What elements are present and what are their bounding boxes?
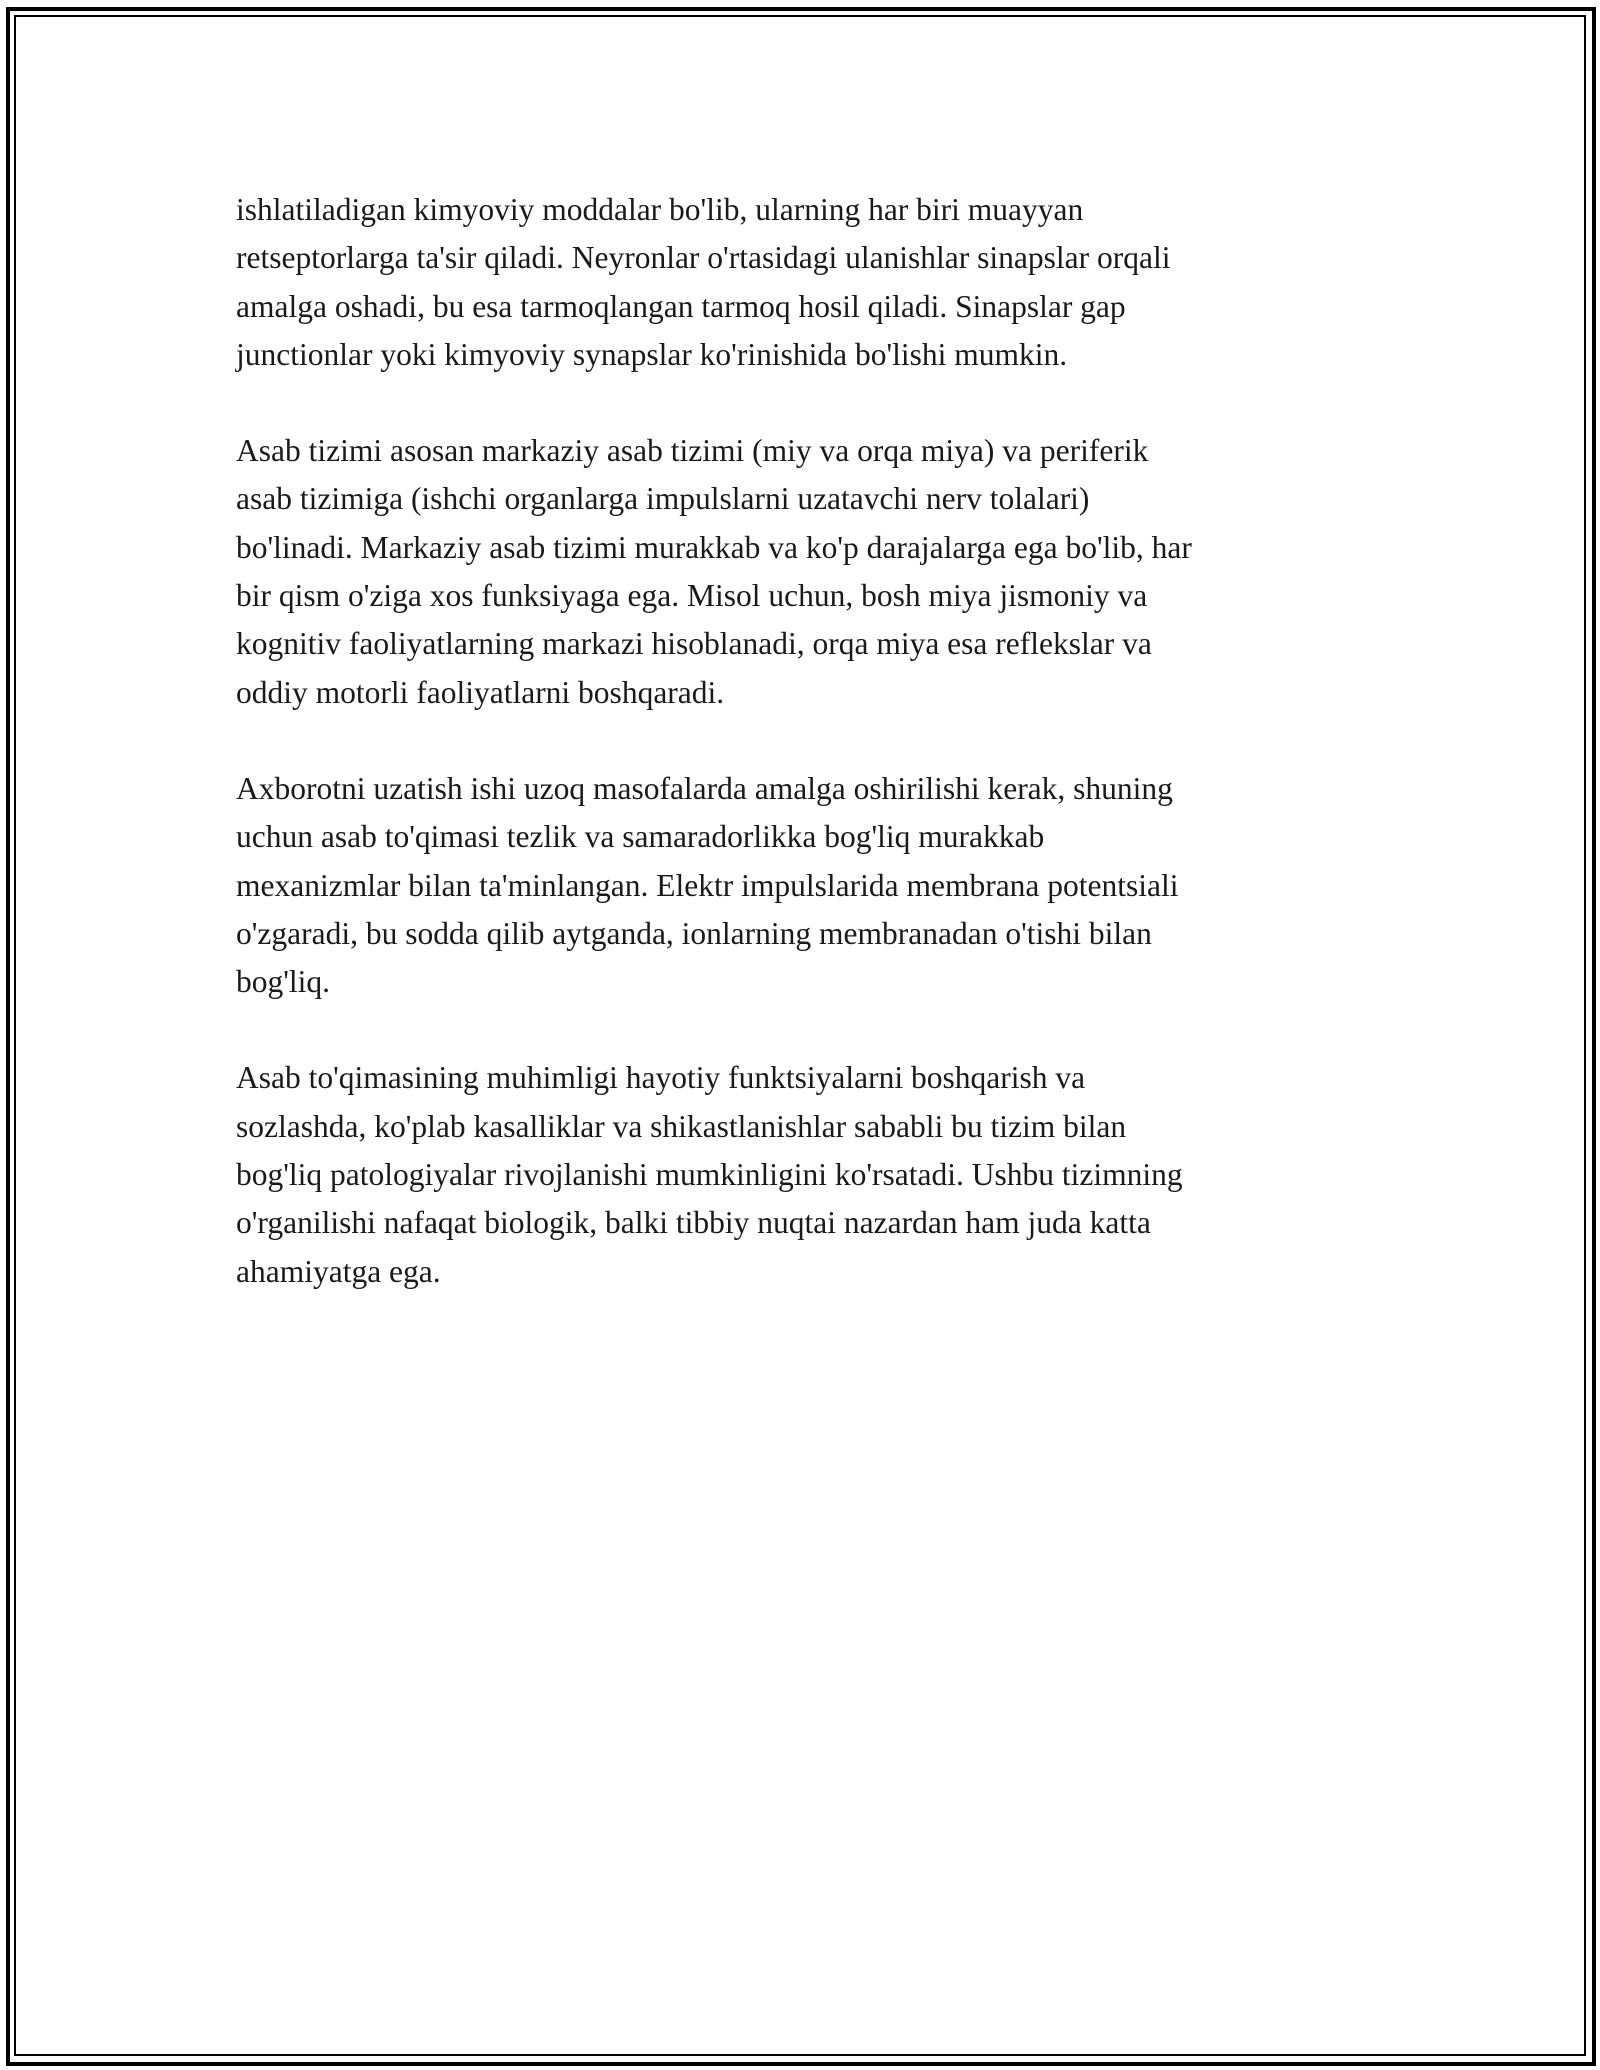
text-line: mexanizmlar bilan ta'minlangan. Elektr impulslarida membrana potentsiali bbox=[236, 867, 1179, 903]
text-line: junctionlar yoki kimyoviy synapslar ko'rinishida bo'lishi mumkin. bbox=[236, 336, 1068, 372]
paragraph-4 bbox=[236, 1054, 1356, 1295]
paragraph-2 bbox=[236, 427, 1356, 717]
text-line: ishlatiladigan kimyoviy moddalar bo'lib, ularning har biri muayyan bbox=[236, 192, 1084, 227]
text-line: amalga oshadi, bu esa tarmoqlangan tarmoq hosil qiladi. Sinapslar gap bbox=[236, 288, 1126, 324]
text-line: o'zgaradi, bu sodda qilib aytganda, ionlarning membranadan o'tishi bilan bbox=[236, 915, 1152, 951]
text-line: Asab to'qimasining muhimligi hayotiy funktsiyalarni boshqarish va bbox=[236, 1060, 1086, 1096]
text-line: sozlashda, ko'plab kasalliklar va shikastlanishlar sababli bu tizim bilan bbox=[236, 1108, 1127, 1144]
text-line: kognitiv faoliyatlarning markazi hisoblanadi, orqa miya esa reflekslar va bbox=[236, 626, 1152, 662]
text-line: o'rganilishi nafaqat biologik, balki tibbiy nuqtai nazardan ham juda katta bbox=[236, 1205, 1151, 1241]
text-line: oddiy motorli faoliyatlarni boshqaradi. bbox=[236, 674, 725, 710]
text-line: uchun asab to'qimasi tezlik va samaradorlikka bog'liq murakkab bbox=[236, 819, 1045, 855]
text-line: bog'liq. bbox=[236, 964, 331, 1000]
paragraph-1 bbox=[236, 186, 1356, 379]
paragraph-3 bbox=[236, 765, 1356, 1006]
text-line: retseptorlarga ta'sir qiladi. Neyronlar o'rtasidagi ulanishlar sinapslar orqali bbox=[236, 240, 1171, 276]
text-line: asab tizimiga (ishchi organlarga impulslarni uzatavchi nerv tolalari) bbox=[236, 481, 1090, 517]
text-line: bo'linadi. Markaziy asab tizimi murakkab va ko'p darajalarga ega bo'lib, har bbox=[236, 529, 1192, 565]
text-line: Asab tizimi asosan markaziy asab tizimi (miy va orqa miya) va periferik bbox=[236, 433, 1149, 469]
text-line: bog'liq patologiyalar rivojlanishi mumkinligini ko'rsatadi. Ushbu tizimning bbox=[236, 1157, 1183, 1193]
text-line: bir qism o'ziga xos funksiyaga ega. Misol uchun, bosh miya jismoniy va bbox=[236, 578, 1148, 614]
text-line: ahamiyatga ega. bbox=[236, 1253, 441, 1289]
text-line: Axborotni uzatish ishi uzoq masofalarda amalga oshirilishi kerak, shuning bbox=[236, 770, 1173, 806]
document-body bbox=[236, 186, 1356, 1344]
